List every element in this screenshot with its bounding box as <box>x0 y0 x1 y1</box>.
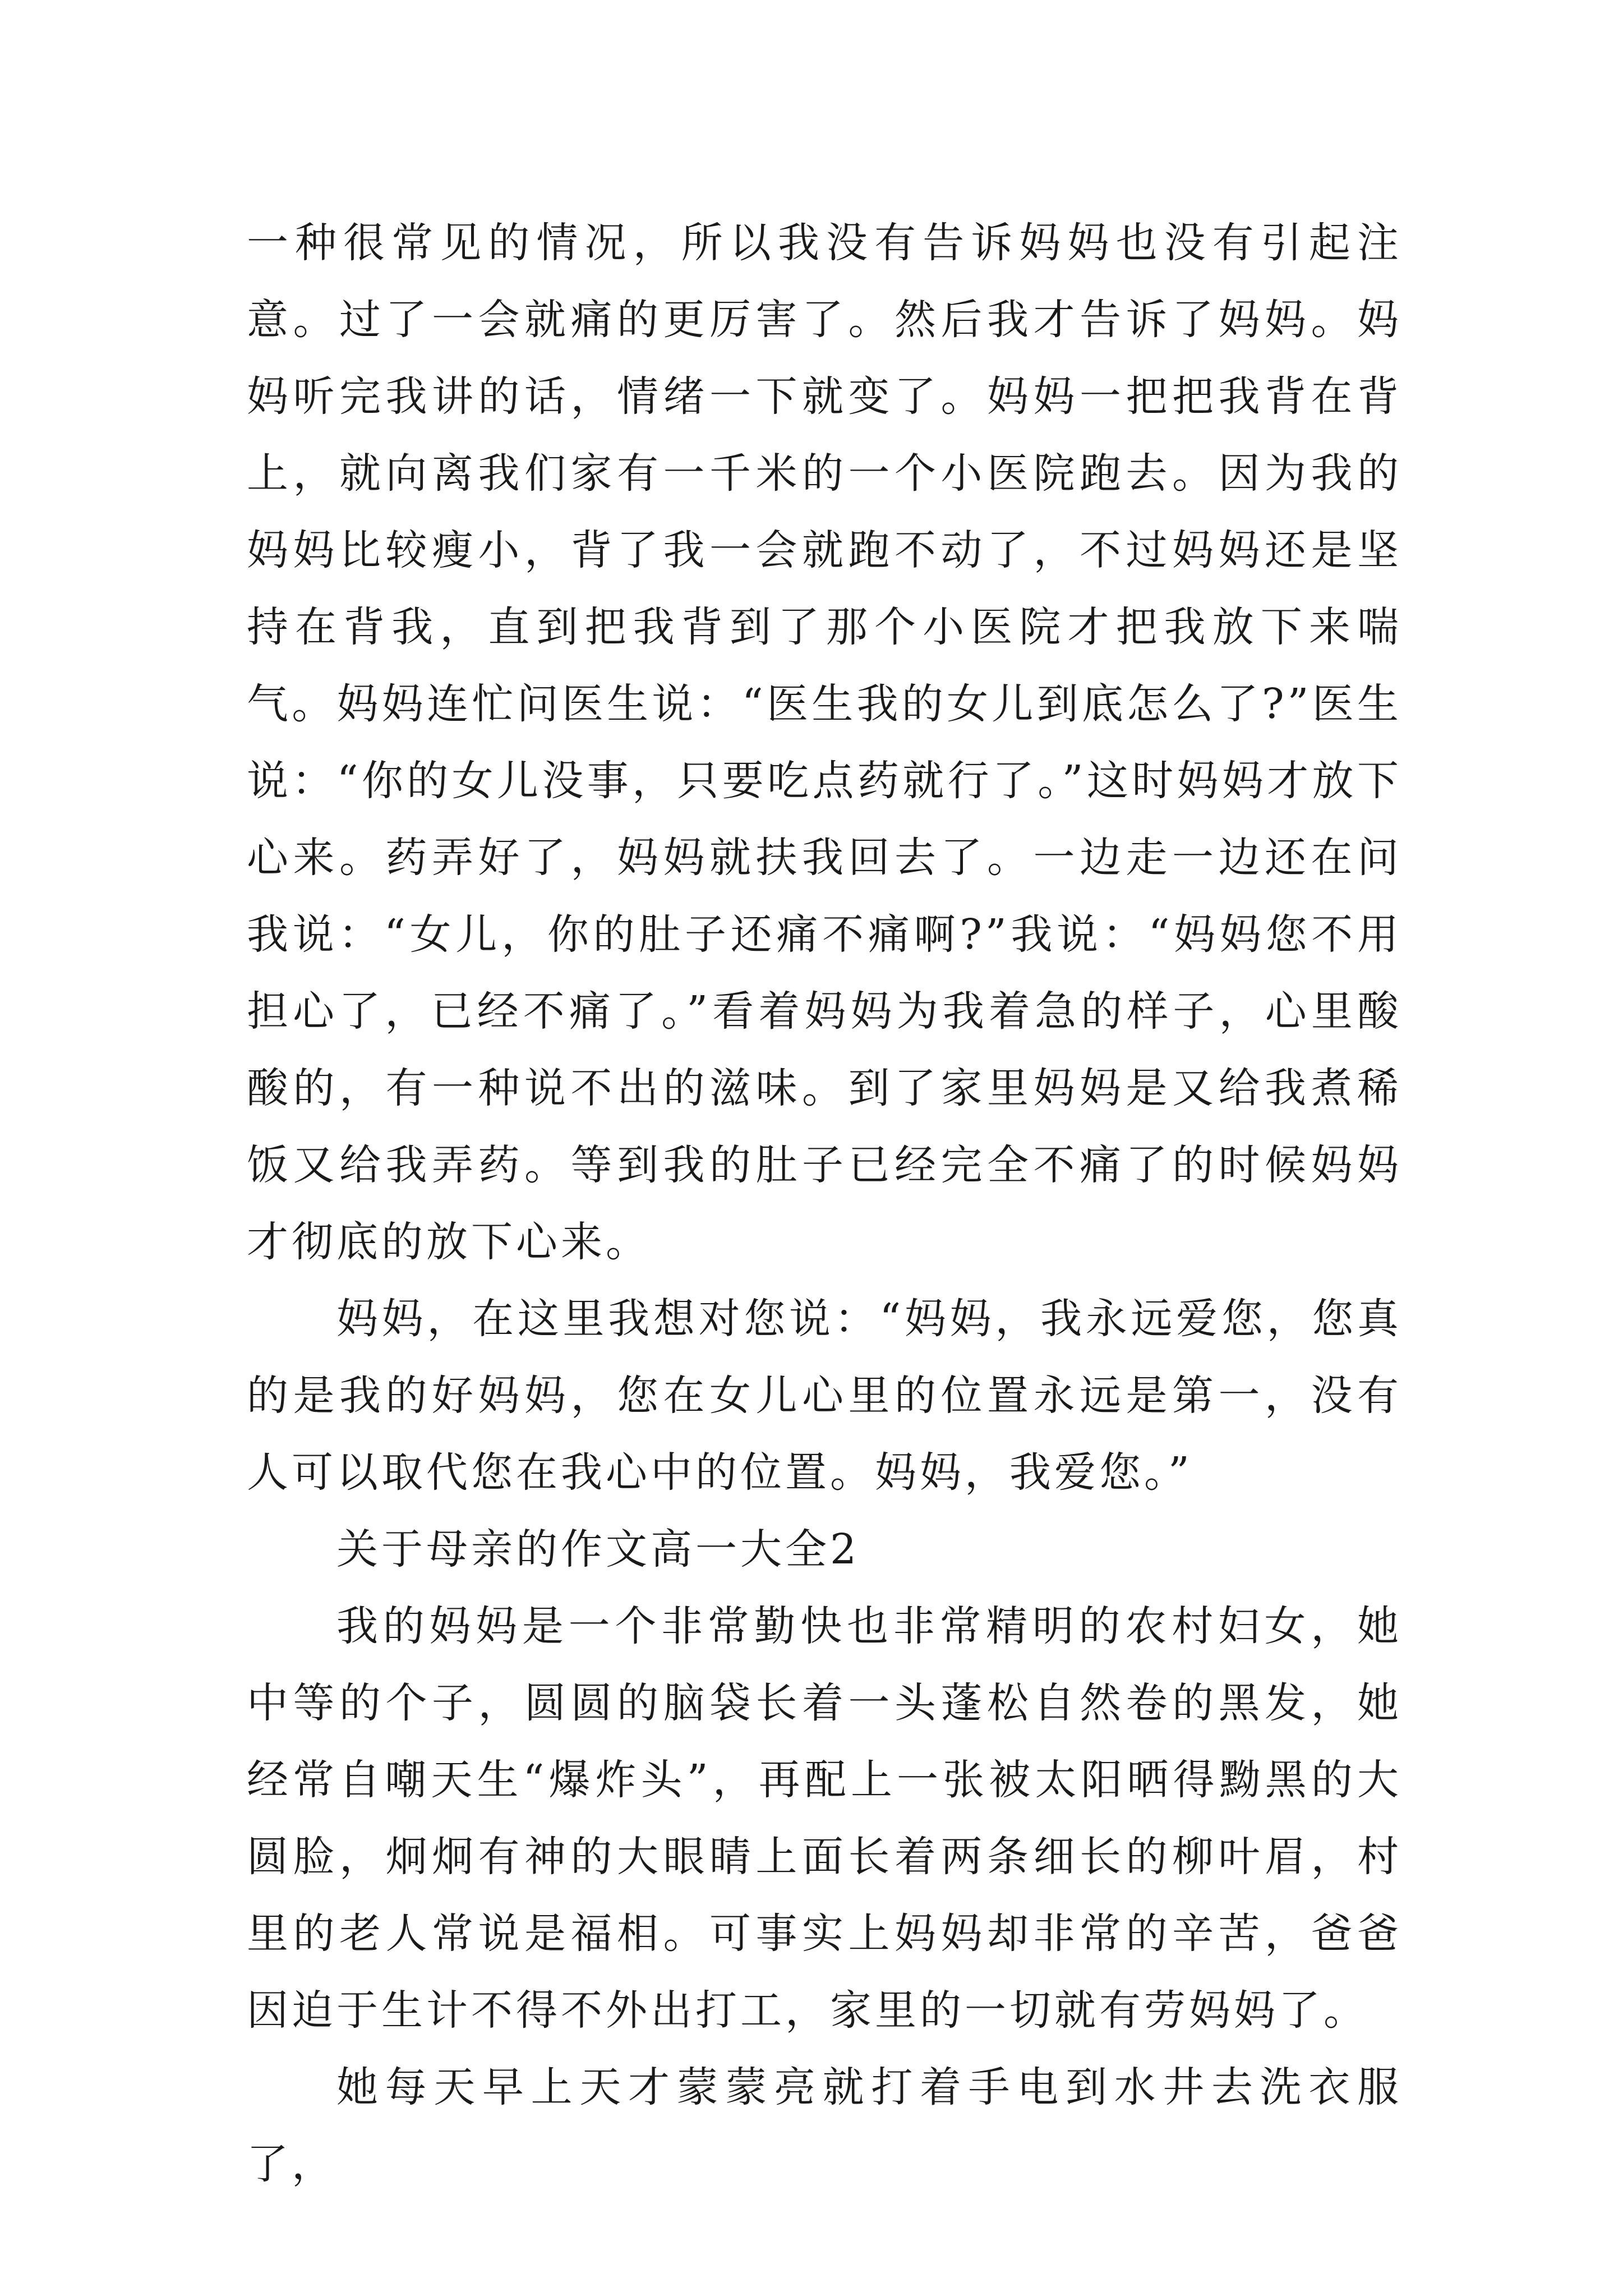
paragraph-2: 妈妈，在这里我想对您说：“妈妈，我永远爱您，您真的是我的好妈妈，您在女儿心里的位置永远是第一，没有人可以取代您在我心中的位置。妈妈，我爱您。” <box>247 1295 1402 1497</box>
paragraph-4: 她每天早上天才蒙蒙亮就打着手电到水井去洗衣服了， <box>247 2063 1402 2188</box>
document-body <box>247 205 1402 2203</box>
paragraph-3: 我的妈妈是一个非常勤快也非常精明的农村妇女，她中等的个子，圆圆的脑袋长着一头蓬松自然卷的黑发，她经常自嘲天生“爆炸头”，再配上一张被太阳晒得黝黑的大圆脸，炯炯有神的大眼睛上面长着两条细长的柳叶眉，村里的老人常说是福相。可事实上妈妈却非常的辛苦，爸爸因迫于生计不得不外出打工，家里的一切就有劳妈妈了。 <box>247 1602 1402 2035</box>
section-heading: 关于母亲的作文高一大全2 <box>336 1525 860 1573</box>
paragraph-1: 一种很常见的情况，所以我没有告诉妈妈也没有引起注意。过了一会就痛的更厉害了。然后我才告诉了妈妈。妈妈听完我讲的话，情绪一下就变了。妈妈一把把我背在背上，就向离我们家有一千米的一个小医院跑去。因为我的妈妈比较瘦小，背了我一会就跑不动了，不过妈妈还是坚持在背我，直到把我背到了那个小医院才把我放下来喘气。妈妈连忙问医生说：“医生我的女儿到底怎么了?”医生说：“你的女儿没事，只要吃点药就行了。”这时妈妈才放下心来。药弄好了，妈妈就扶我回去了。一边走一边还在问我说：“女儿，你的肚子还痛不痛啊?”我说：“妈妈您不用担心了，已经不痛了。”看着妈妈为我着急的样子，心里酸酸的，有一种说不出的滋味。到了家里妈妈是又给我煮稀饭又给我弄药。等到我的肚子已经完全不痛了的时候妈妈才彻底的放下心来。 <box>247 219 1402 1266</box>
